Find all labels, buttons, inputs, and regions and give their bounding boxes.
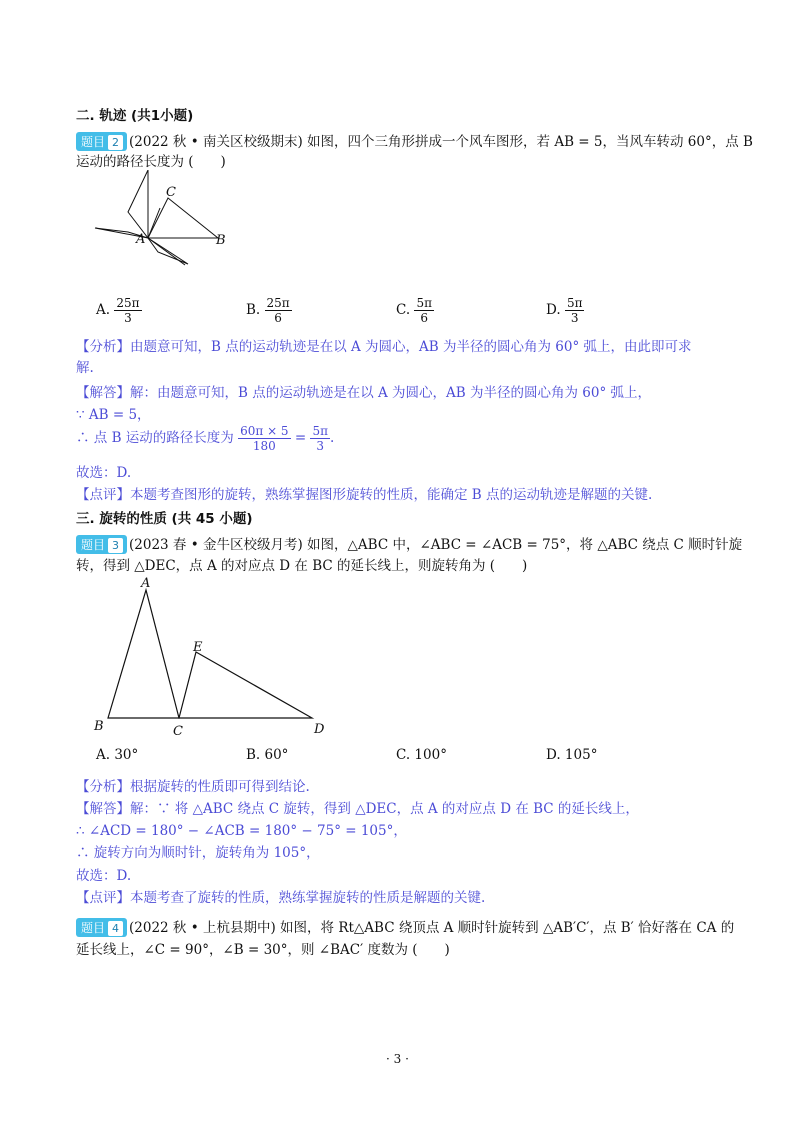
choice-c[interactable]: C. 100° [396,747,447,763]
choice-b[interactable]: B. $\frac{25\pi}{6}$ [246,296,290,325]
q2-solution-line4: 故选：D. [76,465,132,481]
question-4-line1 [76,916,734,937]
question-badge: 题目 3 [76,535,127,554]
label-c: C [166,185,176,200]
question-2-line2: 运动的路径长度为 ( ) [76,154,226,170]
triangle-abc [108,590,179,718]
label-b: B [94,719,104,734]
question-3-text: (2023 春 • 金牛区校级月考) 如图，△ABC 中，∠ABC = ∠ACB = 75°，将 △ABC 绕点 C 顺时针旋 [129,537,743,553]
label-d: D [314,722,325,737]
choice-a[interactable]: A. $\frac{25\pi}{3}$ [96,296,140,325]
label-b: B [216,233,226,248]
question-3-line1 [76,533,742,554]
page-number: · 3 · [386,1052,409,1066]
q3-solution-line1: 【解答】解：∵ 将 △ABC 绕点 C 旋转，得到 △DEC，点 A 的对应点 D 在 BC 的延长线上， [76,801,639,817]
question-badge: 题目 2 [76,132,127,151]
q3-solution-line3: ∴ 旋转方向为顺时针，旋转角为 105°， [76,845,320,861]
windmill-triangle-1 [148,198,218,238]
q2-comment: 【点评】本题考查图形的旋转，熟练掌握图形旋转的性质，能确定 B 点的运动轨迹是解题的关键. [76,487,653,503]
q3-analysis: 【分析】根据旋转的性质即可得到结论. [76,779,310,795]
question-number: 4 [108,921,123,936]
choice-a[interactable]: A. 30° [96,747,139,763]
q2-analysis-line2: 解. [76,360,94,376]
triangle-dec [179,652,312,718]
rotation-figure [90,574,340,744]
q2-solution-line2: ∵ AB = 5， [76,407,151,423]
question-3-line2: 转，得到 △DEC，点 A 的对应点 D 在 BC 的延长线上，则旋转角为 ( ) [76,558,528,574]
q3-comment: 【点评】本题考查了旋转的性质，熟练掌握旋转的性质是解题的关键. [76,890,486,906]
windmill-triangle-2 [128,170,148,238]
label-a: A [141,576,151,591]
question-4-text: (2022 秋 • 上杭县期中) 如图，将 Rt△ABC 绕顶点 A 顺时针旋转到 △AB′C′，点 B′ 恰好落在 CA 的 [129,920,735,936]
q3-solution-line4: 故选：D. [76,868,132,884]
label-e: E [193,640,203,655]
section-title-trajectory: 二. 轨迹 (共1小题) [76,108,194,124]
q2-solution-line3: ∴ 点 B 运动的路径长度为 $\frac{60\pi \times 5}{180}$ = $\frac{5\pi}{3}$ . [76,424,335,453]
q2-analysis-line1: 【分析】由题意可知，B 点的运动轨迹是在以 A 为圆心，AB 为半径的圆心角为 60° 弧上，由此即可求 [76,339,692,355]
section-title-rotation: 三. 旋转的性质 (共 45 小题) [76,511,253,527]
q2-solution-line1: 【解答】解：由题意可知，B 点的运动轨迹是在以 A 为圆心，AB 为半径的圆心角为 60° 弧上， [76,385,652,401]
label-c: C [173,724,183,739]
question-2-line1 [76,130,753,151]
question-2-text: (2022 秋 • 南关区校级期末) 如图，四个三角形拼成一个风车图形，若 AB = 5，当风车转动 60°，点 B [129,134,753,150]
choice-d[interactable]: D. 105° [546,747,598,763]
windmill-figure [90,170,240,270]
question-badge: 题目 4 [76,918,127,937]
question-number: 3 [108,538,123,553]
question-4-line2: 延长线上，∠C = 90°，∠B = 30°，则 ∠BAC′ 度数为 ( ) [76,942,450,958]
question-number: 2 [108,135,123,150]
q3-solution-line2: ∴ ∠ACD = 180° − ∠ACB = 180° − 75° = 105°， [76,823,407,839]
choice-b[interactable]: B. 60° [246,747,289,763]
choice-d[interactable]: D. $\frac{5\pi}{3}$ [546,296,583,325]
choice-c[interactable]: C. $\frac{5\pi}{6}$ [396,296,432,325]
label-a: A [136,232,146,247]
